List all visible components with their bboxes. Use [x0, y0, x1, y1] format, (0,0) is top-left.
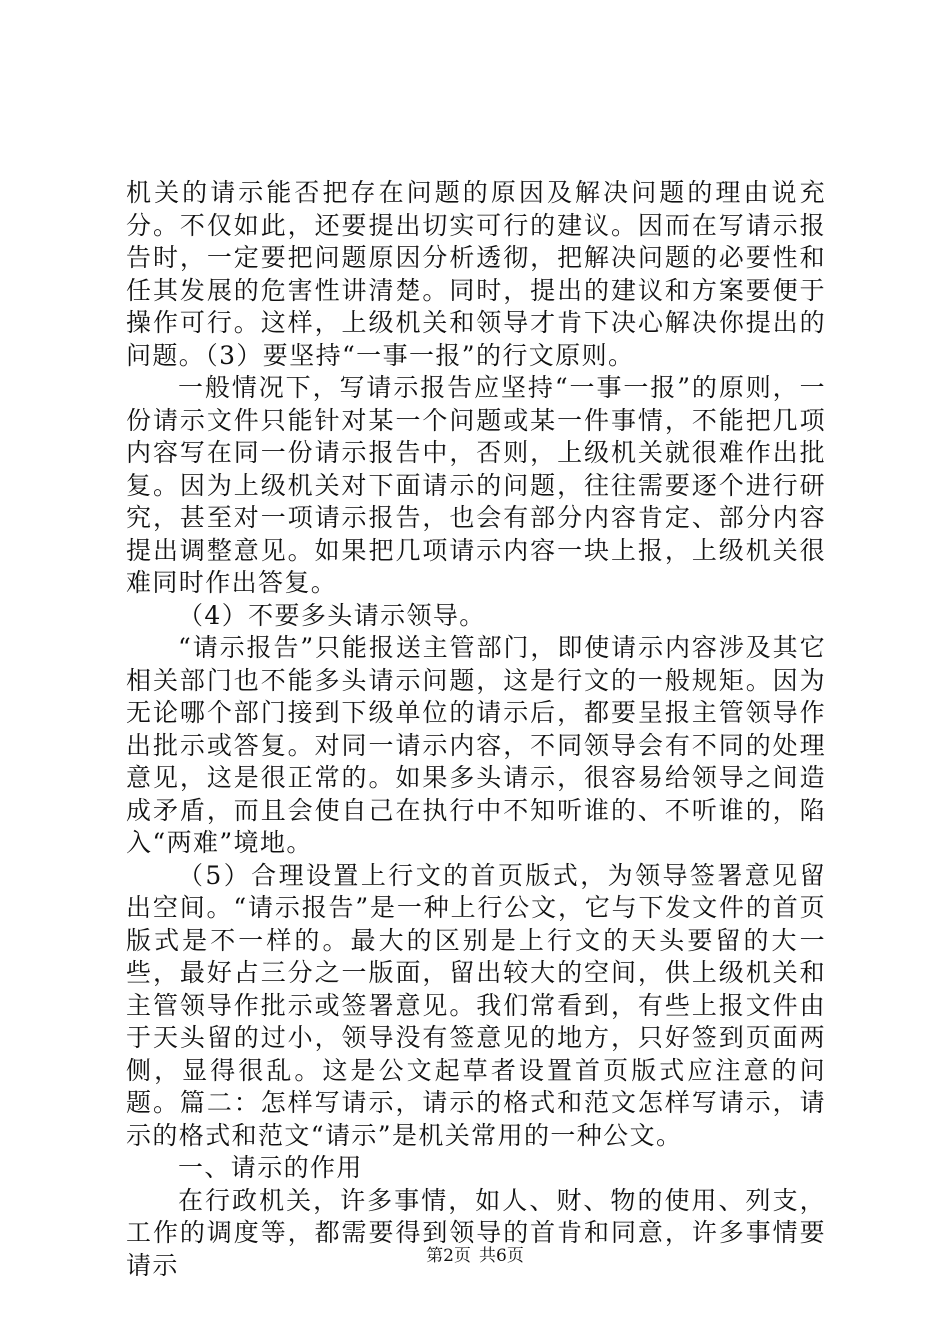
paragraph: （4）不要多头请示领导。: [178, 600, 486, 630]
page-total: 共6页: [479, 1246, 524, 1266]
paragraph: 在行政机关，许多事情，如人、财、物的使用、列支，工作的调度等，都需要得到领导的首肯和同意，许多事情要请示: [126, 1185, 826, 1280]
paragraph: 机关的请示能否把存在问题的原因及解决问题的理由说充分。不仅如此，还要提出切实可行的建议。因而在写请示报告时，一定要把问题原因分析透彻，把解决问题的必要性和任其发展的危害性讲清楚。同时，提出的建议和方案要便于操作可行。这样，上级机关和领导才肯下决心解决你提出的问题。（3）要坚持“一事一报”的行文原则。: [126, 178, 826, 370]
paragraph: “请示报告”只能报送主管部门，即使请示内容涉及其它相关部门也不能多头请示问题，这是行文的一般规矩。因为无论哪个部门接到下级单位的请示后，都要呈报主管领导作出批示或答复。对同一请示内容，不同领导会有不同的处理意见，这是很正常的。如果多头请示，很容易给领导之间造成矛盾，而且会使自己在执行中不知听谁的、不听谁的，陷入“两难”境地。: [126, 633, 826, 857]
paragraph: （5）合理设置上行文的首页版式，为领导签署意见留出空间。“请示报告”是一种上行公文，它与下发文件的首页版式是不一样的。最大的区别是上行文的天头要留的大一些，最好占三分之一版面，留出较大的空间，供上级机关和主管领导作批示或签署意见。我们常看到，有些上报文件由于天头留的过小，领导没有签意见的地方，只好签到页面两侧，显得很乱。这是公文起草者设置首页版式应注意的问题。篇二：怎样写请示，请示的格式和范文怎样写请示，请示的格式和范文“请示”是机关常用的一种公文。: [126, 860, 826, 1150]
document-body: [126, 177, 826, 1282]
paragraph: 一、请示的作用: [178, 1153, 363, 1182]
page-footer: [0, 1241, 950, 1266]
page-number: 第2页: [426, 1246, 471, 1266]
paragraph: 一般情况下，写请示报告应坚持“一事一报”的原则，一份请示文件只能针对某一个问题或某一件事情，不能把几项内容写在同一份请示报告中，否则，上级机关就很难作出批复。因为上级机关对下面请示的问题，往往需要逐个进行研究，甚至对一项请示报告，也会有部分内容肯定、部分内容提出调整意见。如果把几项请示内容一块上报，上级机关很难同时作出答复。: [126, 373, 826, 597]
